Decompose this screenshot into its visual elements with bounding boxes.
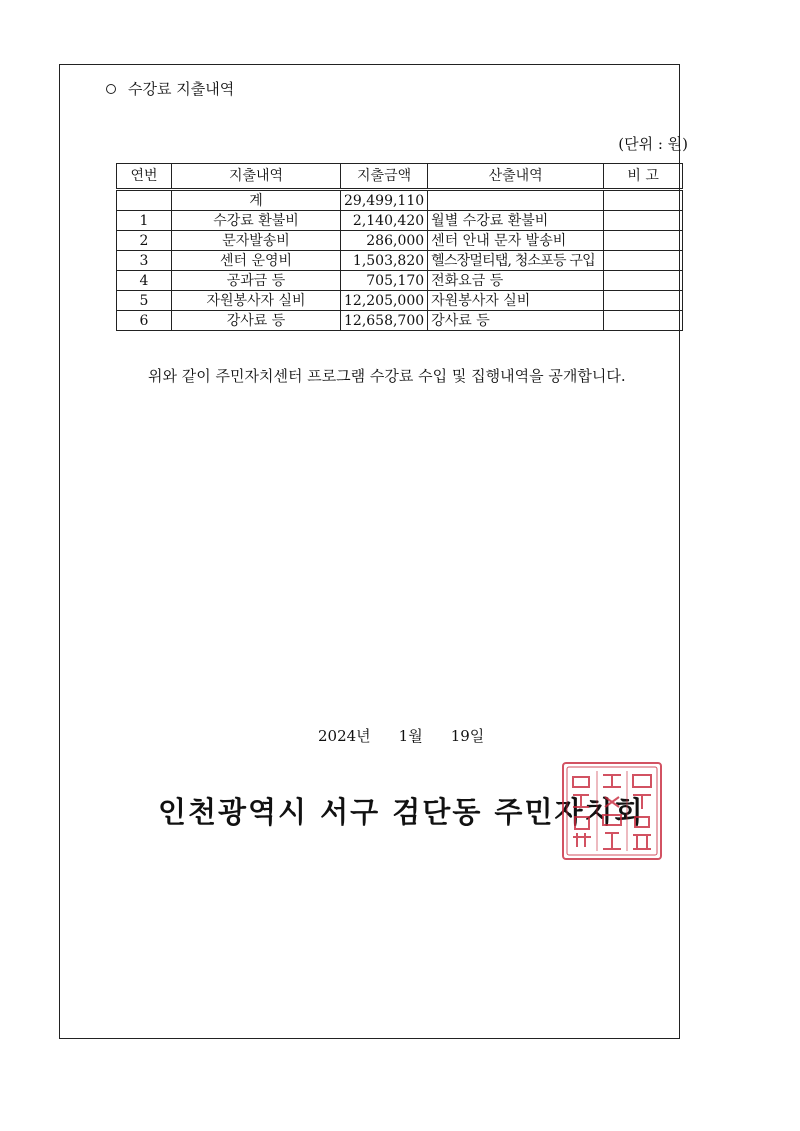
header-item: 지출내역 [172,164,341,190]
cell-item: 자원봉사자 실비 [172,291,341,311]
header-amount: 지출금액 [341,164,428,190]
date-month: 1월 [398,727,423,745]
cell-calculation [428,190,604,211]
organization-name: 인천광역시 서구 검단동 주민자치회 [158,795,645,829]
table-row-total [117,190,683,211]
date-year: 2024년 [318,727,371,745]
official-seal-icon [561,761,663,861]
cell-amount: 286,000 [341,231,428,251]
cell-amount: 12,205,000 [341,291,428,311]
cell-item: 수강료 환불비 [172,211,341,231]
cell-calculation: 월별 수강료 환불비 [428,211,604,231]
section-heading-text: 수강료 지출내역 [128,80,235,98]
cell-note [604,291,683,311]
table-header-row [117,164,683,190]
table-row [117,231,683,251]
cell-no: 1 [117,211,172,231]
cell-amount: 1,503,820 [341,251,428,271]
cell-amount: 2,140,420 [341,211,428,231]
cell-no: 2 [117,231,172,251]
cell-note [604,311,683,331]
cell-calculation: 강사료 등 [428,311,604,331]
cell-calculation: 헬스장멀티탭, 청소포등 구입 [428,251,604,271]
header-no: 연번 [117,164,172,190]
date-day: 19일 [450,727,485,745]
cell-item: 강사료 등 [172,311,341,331]
cell-note [604,190,683,211]
cell-no: 5 [117,291,172,311]
cell-no: 6 [117,311,172,331]
table-row [117,291,683,311]
cell-note [604,251,683,271]
cell-note [604,231,683,251]
cell-calculation: 전화요금 등 [428,271,604,291]
table-row [117,271,683,291]
cell-calculation: 센터 안내 문자 발송비 [428,231,604,251]
table-row [117,251,683,271]
cell-item: 센터 운영비 [172,251,341,271]
cell-calculation: 자원봉사자 실비 [428,291,604,311]
cell-amount: 12,658,700 [341,311,428,331]
expense-table [116,163,683,331]
cell-item: 계 [172,190,341,211]
cell-amount: 705,170 [341,271,428,291]
closing-statement: 위와 같이 주민자치센터 프로그램 수강료 수입 및 집행내역을 공개합니다. [148,367,626,385]
cell-note [604,271,683,291]
document-date [318,725,484,746]
cell-item: 문자발송비 [172,231,341,251]
circle-bullet-icon [106,84,116,94]
table-row [117,211,683,231]
cell-no: 4 [117,271,172,291]
header-calculation: 산출내역 [428,164,604,190]
cell-amount: 29,499,110 [341,190,428,211]
header-note: 비 고 [604,164,683,190]
table-row [117,311,683,331]
section-heading [106,78,234,99]
cell-no [117,190,172,211]
unit-note: (단위 : 원) [618,135,688,153]
cell-no: 3 [117,251,172,271]
cell-note [604,211,683,231]
cell-item: 공과금 등 [172,271,341,291]
